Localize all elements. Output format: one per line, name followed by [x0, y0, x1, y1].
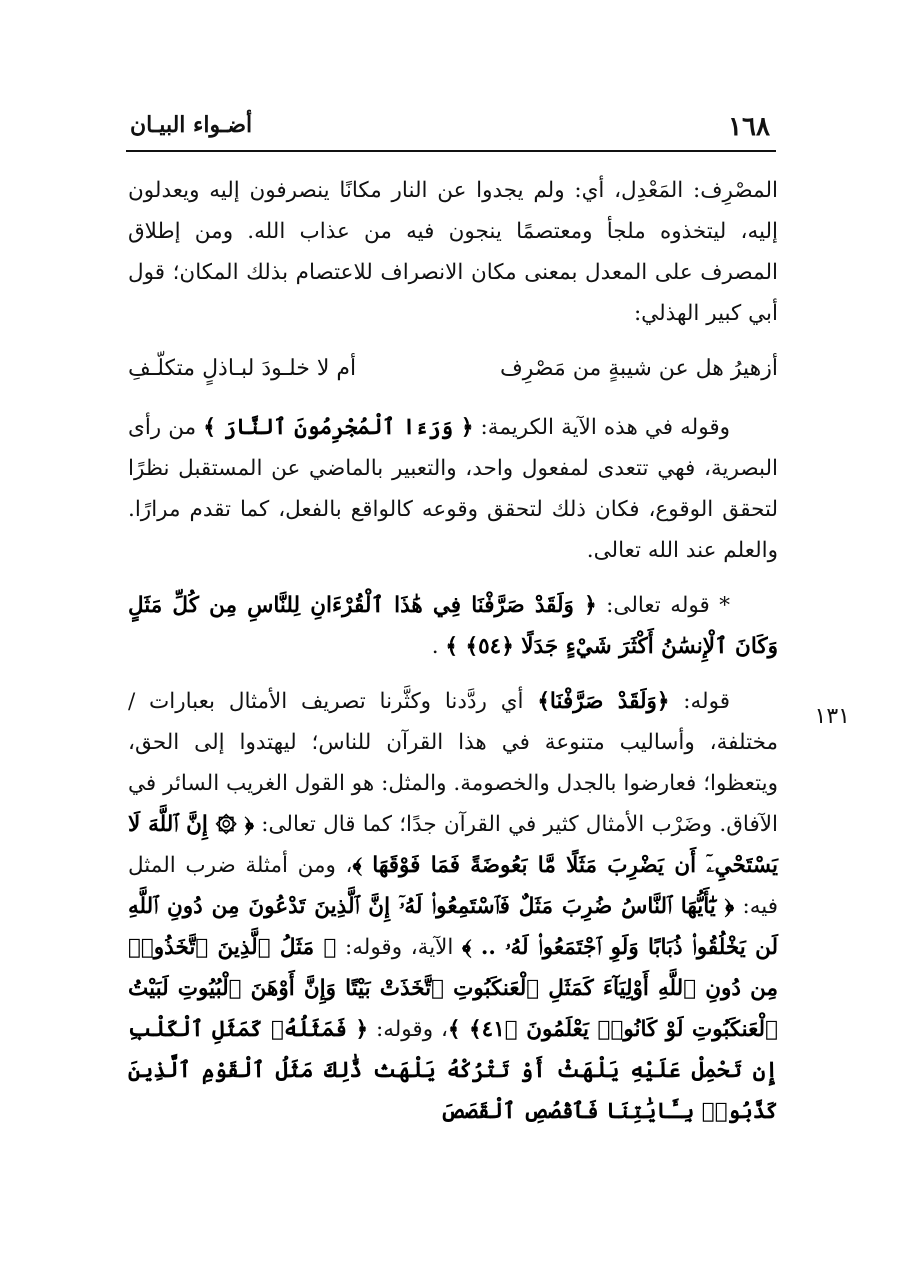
paragraph-raa-text: من رأى البصرية، فهي تتعدى لمفعول واحد، والتعبير بالماضي عن المستقبل نظرًا لتحقق الوقوع، فكان ذلك لتحقق وقوعه كالواقع بالفعل، كما تقدم مرارًا. والعلم عند الله تعالى. [128, 415, 778, 563]
paragraph-masrif-definition: المصْرِف: المَعْدِل، أي: ولم يجدوا عن النار مكانًا ينصرفون إليه ويعدلون إليه، ليتخذوه ملجأ ومعتصمًا ينجون فيه من عذاب الله. ومن إطلاق المصرف على المعدل بمعنى مكان الانصراف للاعتصام بذلك المكان؛ قول أبي كبير الهذلي: [128, 178, 778, 326]
paragraph-amthal-text-3: الآية، وقوله: [336, 935, 463, 960]
quran-quote-verse-54: ﴿ وَلَقَدْ صَرَّفْنَا فِي هَٰذَا ٱلْقُرْءَانِ لِلنَّاسِ مِن كُلِّ مَثَلٍ وَكَانَ ٱلْإِنسَٰنُ أَكْثَرَ شَيْءٍ جَدَلًا ﴿٥٤﴾ ﴾ [128, 593, 778, 659]
quran-quote-raa: ﴿ وَرَءَا ٱلْمُجْرِمُونَ ٱلنَّارَ ﴾ [203, 415, 474, 440]
paragraph-raa-commentary [128, 407, 778, 571]
quran-quote-sarrafna: ﴿وَلَقَدْ صَرَّفْنَا﴾ [537, 689, 670, 714]
quran-quote-ankabut: ﴿ مَثَلُ ٱلَّذِينَ ٱتَّخَذُوا۟ مِن دُونِ ٱللَّهِ أَوْلِيَآءَ كَمَثَلِ ٱلْعَنكَبُوتِ ٱتَّخَذَتْ بَيْتًا وَإِنَّ أَوْهَنَ ٱلْبُيُوتِ لَبَيْتُ ٱلْعَنكَبُوتِ لَوْ كَانُوا۟ يَعْلَمُونَ ﴿٤١﴾ ﴾ [128, 935, 778, 1042]
paragraph-raa-lead: وقوله في هذه الآية الكريمة: [473, 415, 730, 440]
poem-hemistich-right: أزهيرُ هل عن شيبةٍ من مَصْرِف [499, 356, 778, 381]
page-content [128, 170, 778, 1132]
quran-quote-kalb: ﴿ فَمَثَلُهُۥ كَمَثَلِ ٱلْكَلْبِ إِن تَحْمِلْ عَلَيْهِ يَلْهَثْ أَوْ تَتْرُكْهُ يَلْهَث ذَّٰلِكَ مَثَلُ ٱلْقَوْمِ ٱلَّذِينَ كَذَّبُوا۟ بِـَٔايَٰتِنَا فَٱقْصُصِ ٱلْقَصَصَ [128, 1017, 778, 1124]
header-rule [126, 150, 776, 152]
paragraph-amthal-text-2: ، ومن أمثلة ضرب المثل فيه: [128, 853, 778, 919]
verse-heading-end: . [431, 634, 439, 659]
paragraph-amthal-commentary [128, 681, 778, 1132]
quran-quote-dhubab: ﴿ يَٰٓأَيُّهَا ٱلنَّاسُ ضُرِبَ مَثَلٌ فَٱسْتَمِعُوا۟ لَهُۥٓ إِنَّ ٱلَّذِينَ تَدْعُونَ مِن دُونِ ٱللَّهِ لَن يَخْلُقُوا۟ ذُبَابًا وَلَوِ ٱجْتَمَعُوا۟ لَهُۥ .. ﴾ [128, 894, 778, 960]
poem-hemistich-left: أم لا خلـودَ لبـاذلٍ متكلّـفِ [128, 356, 357, 381]
quran-quote-baooda: ﴿ ۞ إِنَّ ٱللَّهَ لَا يَسْتَحْيِۦٓ أَن يَضْرِبَ مَثَلًا مَّا بَعُوضَةً فَمَا فَوْقَهَا ﴾ [128, 812, 778, 878]
paragraph-amthal-text-1: أي ردَّدنا وكثَّرنا تصريف الأمثال بعبارات / مختلفة، وأساليب متنوعة في هذا القرآن للناس؛ ليهتدوا إلى الحق، ويتعظوا؛ فعارضوا بالجدل والخصومة. والمثل: هو القول الغريب السائر في الآفاق. وضَرْب الأمثال كثير في القرآن جدًا؛ كما قال تعالى: [128, 689, 778, 837]
page-number: ١٦٨ [728, 112, 770, 142]
verse-heading [128, 585, 778, 667]
paragraph-amthal-text-4: ، وقوله: [368, 1017, 448, 1042]
verse-heading-intro: * قوله تعالى: [596, 593, 731, 618]
poem-line [128, 348, 778, 389]
book-title: أضـواء البيـان [130, 112, 253, 138]
margin-page-marker: ١٣١ [814, 704, 850, 729]
paragraph-amthal-lead: قوله: [669, 689, 730, 714]
